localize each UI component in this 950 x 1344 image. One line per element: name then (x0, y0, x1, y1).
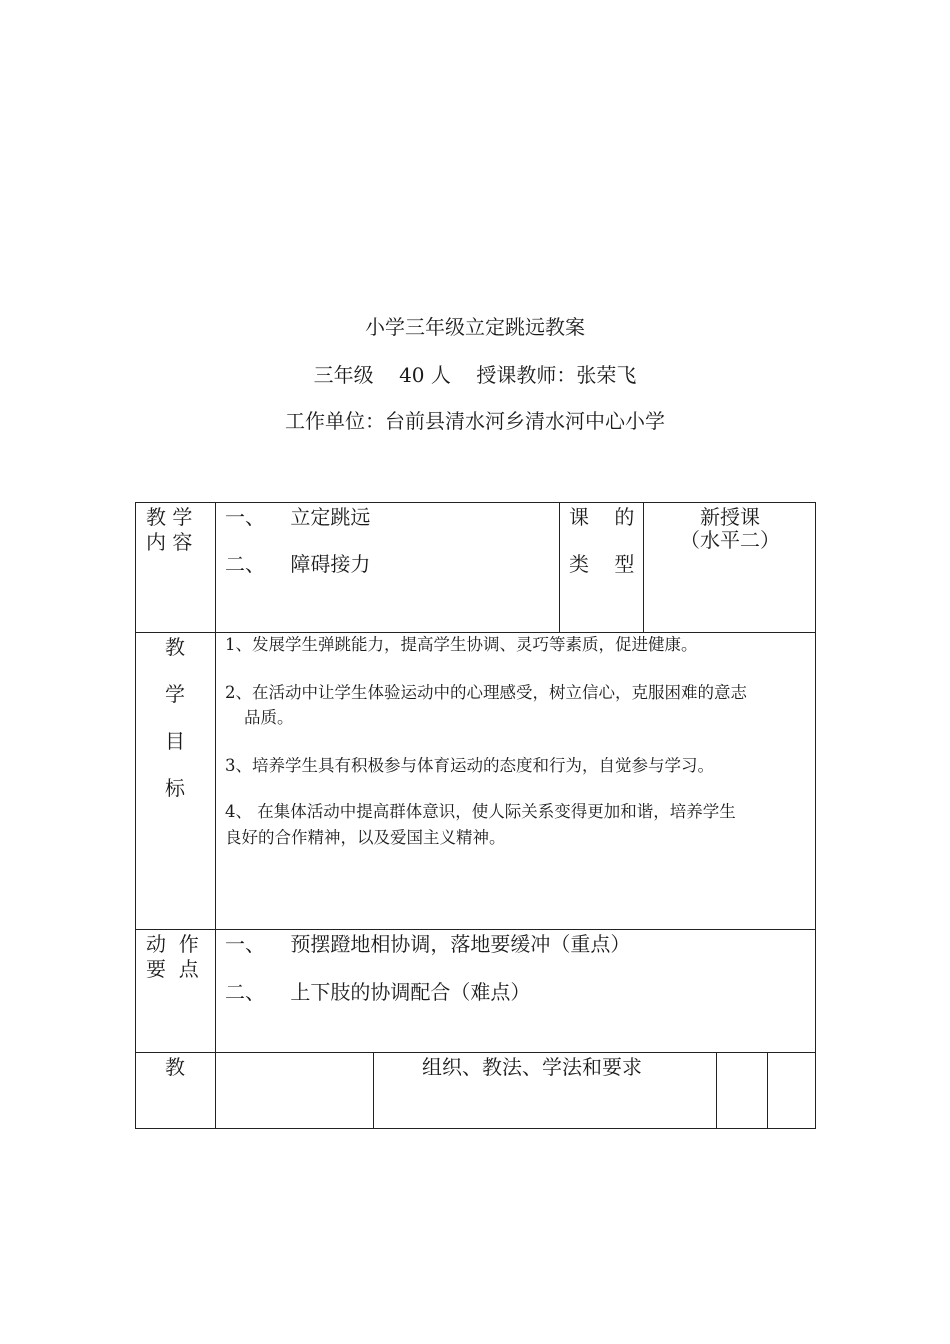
content-item-2: 二、 障碍接力 (225, 552, 371, 576)
column-divider (767, 1052, 768, 1129)
action-label-line2: 要 点 (146, 957, 199, 981)
column-divider (373, 1052, 374, 1129)
lesson-type-label-line1: 课 的 (569, 505, 635, 529)
class-info: 三年级 40 人 授课教师：张荣飞 (313, 363, 637, 387)
column-divider (559, 502, 560, 632)
lesson-type-value-line2: （水平二） (680, 528, 780, 552)
process-header: 组织、教法、学法和要求 (422, 1055, 642, 1079)
goal-1: 1、发展学生弹跳能力，提高学生协调、灵巧等素质，促进健康。 (225, 635, 698, 654)
row-divider (135, 929, 816, 930)
process-label: 教 (165, 1055, 185, 1079)
row-divider (135, 1052, 816, 1053)
content-label-line1: 教 学 (146, 505, 193, 529)
action-point-1: 一、 预摆蹬地相协调，落地要缓冲（重点） (225, 932, 631, 956)
goal-4-line2: 良好的合作精神，以及爱国主义精神。 (225, 828, 506, 847)
action-label-line1: 动 作 (146, 932, 199, 956)
goal-4-line1: 4、 在集体活动中提高群体意识，使人际关系变得更加和谐，培养学生 (225, 802, 736, 821)
content-label-line2: 内 容 (146, 530, 193, 554)
goal-2-line1: 2、在活动中让学生体验运动中的心理感受，树立信心，克服困难的意志 (225, 683, 747, 702)
goals-label-char-1: 教 (165, 635, 185, 659)
column-divider (716, 1052, 717, 1129)
work-unit: 工作单位：台前县清水河乡清水河中心小学 (285, 409, 665, 433)
goals-label-char-2: 学 (165, 682, 185, 706)
goal-3: 3、培养学生具有积极参与体育运动的态度和行为，自觉参与学习。 (225, 756, 714, 775)
lesson-type-value-line1: 新授课 (700, 505, 760, 529)
goals-label-char-4: 标 (165, 776, 185, 800)
document-title: 小学三年级立定跳远教案 (365, 315, 585, 339)
column-divider (215, 502, 216, 1129)
goal-2-line2: 品质。 (244, 708, 294, 727)
goals-label-char-3: 目 (165, 729, 185, 753)
row-divider (135, 632, 816, 633)
action-point-2: 二、 上下肢的协调配合（难点） (225, 980, 531, 1004)
content-item-1: 一、 立定跳远 (225, 505, 371, 529)
lesson-type-label-line2: 类 型 (569, 552, 635, 576)
